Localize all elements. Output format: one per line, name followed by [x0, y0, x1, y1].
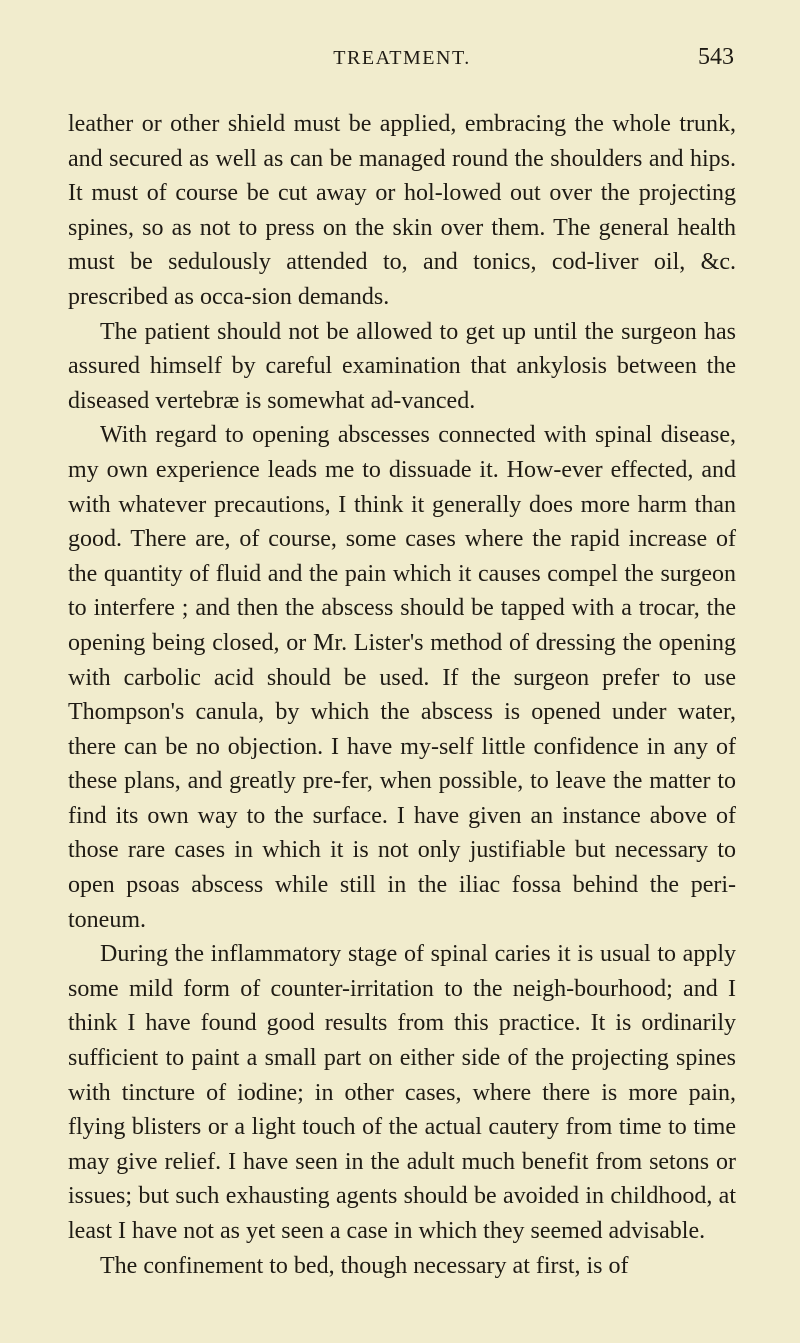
running-title: TREATMENT. — [333, 47, 471, 69]
body-text — [68, 107, 736, 1283]
paragraph-opening-abscesses: With regard to opening abscesses connected with spinal disease, my own experience leads me to dissuade it. How-ever effected, and with whatever precautions, I think it generally does more harm than good. There are, of course, some cases where the rapid increase of the quantity of fluid and the pain which it causes compel the surgeon to interfere ; and then the abscess should be tapped with a trocar, the opening being closed, or Mr. Lister's method of dressing the opening with carbolic acid should be used. If the surgeon prefer to use Thompson's canula, by which the abscess is opened under water, there can be no objection. I have my-self little confidence in any of these plans, and greatly pre-fer, when possible, to leave the matter to find its own way to the surface. I have given an instance above of those rare cases in which it is not only justifiable but necessary to open psoas abscess while still in the iliac fossa behind the peri-toneum. — [68, 422, 736, 933]
page-number: 543 — [698, 44, 734, 70]
paragraph-confinement: The confinement to bed, though necessary at first, is of — [100, 1252, 629, 1279]
paragraph-patient-rest: The patient should not be allowed to get up until the surgeon has assured himself by careful examination that ankylosis between the diseased vertebræ is somewhat ad-vanced. — [68, 318, 736, 414]
running-head — [68, 44, 736, 74]
paragraph-counter-irritation: During the inflammatory stage of spinal caries it is usual to apply some mild form of counter-irritation to the neigh-bourhood; and I think I have found good results from this practice. It is ordinarily sufficient to paint a small part on either side of the projecting spines with tincture of iodine; in other cases, where there is more pain, flying blisters or a light touch of the actual cautery from time to time may give relief. I have seen in the adult much benefit from setons or issues; but such exhausting agents should be avoided in childhood, at least I have not as yet seen a case in which they seemed advisable. — [68, 941, 736, 1244]
paragraph-shield-continuation: leather or other shield must be applied, embracing the whole trunk, and secured as well as can be managed round the shoulders and hips. It must of course be cut away or hol-lowed out over the projecting spines, so as not to press on the skin over them. The general health must be sedulously attended to, and tonics, cod-liver oil, &c. prescribed as occa-sion demands. — [68, 111, 736, 310]
